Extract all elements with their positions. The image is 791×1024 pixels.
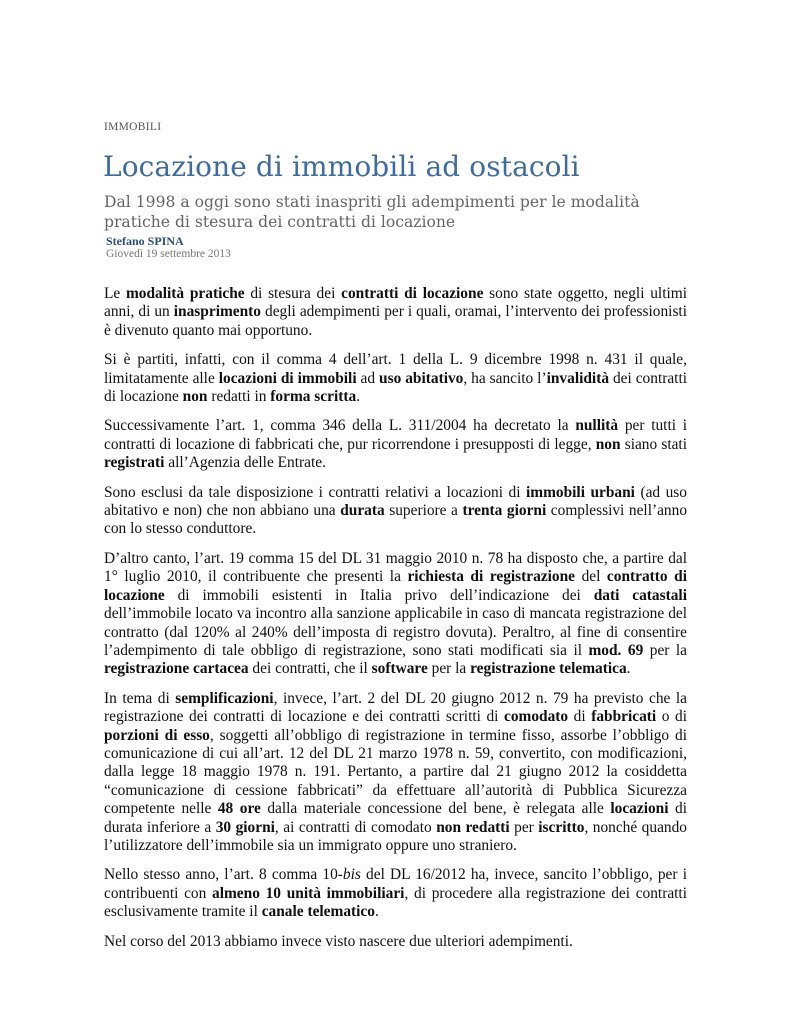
text-run: all’Agenzia delle Entrate. <box>164 454 326 472</box>
article-subtitle: Dal 1998 a oggi sono stati inaspriti gli adempimenti per le modalità pratiche di stesura dei contratti di locazione <box>104 193 640 231</box>
text-run: , ha sancito l’ <box>463 369 547 387</box>
paragraph <box>104 285 687 340</box>
bold-text: modalità pratiche <box>125 285 245 302</box>
text-run: Sono esclusi da tale disposizione i contratti relativi a locazioni di <box>104 483 526 501</box>
bold-text: locazioni di immobili <box>218 369 357 387</box>
bold-text: registrazione cartacea <box>104 660 249 678</box>
bold-text: 30 giorni <box>215 818 275 836</box>
text-run: dei contratti di locazione <box>104 369 688 406</box>
bold-text: durata <box>340 502 385 520</box>
publication-date: Giovedì 19 settembre 2013 <box>106 248 231 260</box>
section-label: IMMOBILI <box>104 121 162 133</box>
bold-text: comodato <box>504 708 569 726</box>
paragraph <box>104 484 687 539</box>
text-run: per la <box>427 660 471 678</box>
bold-text: trenta giorni <box>462 502 547 520</box>
text-run: di durata inferiore a <box>104 800 687 836</box>
bold-text: fabbricati <box>591 708 657 726</box>
text-run: , di procedere alla registrazione dei contratti esclusivamente tramite il <box>104 884 687 921</box>
text-run: o di <box>656 708 687 726</box>
bold-text: 48 ore <box>217 800 261 818</box>
bold-text: contratto di locazione <box>104 568 687 604</box>
text-run: superiore a <box>384 502 463 520</box>
text-run: di <box>568 708 592 726</box>
text-run: del DL 16/2012 ha, invece, sancito l’obbligo, per i contribuenti con <box>104 866 687 902</box>
text-run: sono state oggetto, negli ultimi anni, di un <box>104 285 687 321</box>
bold-text: registrazione telematica <box>470 660 627 678</box>
bold-text: non redatti <box>436 818 510 836</box>
bold-text: registrati <box>104 454 165 472</box>
bold-text: mod. 69 <box>588 641 644 659</box>
text-run: . <box>356 388 361 406</box>
text-run: redatti in <box>207 388 271 406</box>
bold-text: immobili urbani <box>525 483 635 501</box>
text-run: dalla materiale concessione del bene, è relegata alle <box>260 800 611 818</box>
paragraph <box>104 866 687 921</box>
text-run: dell’immobile locato va incontro alla sanzione applicabile in caso di mancata registrazione del contratto (dal 120% al 240% dell’imposta di registro dovuta). Peraltro, al fine di consentire l’adempimento di tale obbligo di registrazione, sono stati modificati sia il <box>104 605 687 659</box>
text-run: In tema di <box>104 689 176 707</box>
text-run: Si è partiti, infatti, con il comma 4 dell’art. 1 della L. 9 dicembre 1998 n. 431 il quale, limitatamente alle <box>104 351 687 387</box>
text-run: , ai contratti di comodato <box>274 818 437 836</box>
text-run: di stesura dei <box>244 285 342 302</box>
paragraph <box>104 417 687 472</box>
text-run: ad <box>356 369 380 387</box>
text-run: per tutti i contratti di locazione di fabbricati che, pur ricorrendone i presupposti di legge, <box>104 417 688 453</box>
text-run: Nel corso del 2013 abbiamo invece visto nascere due ulteriori adempimenti. <box>104 932 573 950</box>
paragraph <box>104 933 687 951</box>
bold-text: invalidità <box>546 369 610 387</box>
text-run: di immobili esistenti in Italia privo dell’indicazione dei <box>164 586 594 604</box>
bold-text: semplificazioni <box>175 689 274 707</box>
bold-text: porzioni di esso <box>104 726 210 744</box>
bold-text: contratti di locazione <box>341 285 484 302</box>
text-run: per <box>509 818 539 836</box>
text-run: Successivamente l’art. 1, comma 346 della L. 311/2004 ha decretato la <box>104 417 576 435</box>
bold-text: dati catastali <box>593 586 687 604</box>
bold-text: locazioni <box>610 800 669 818</box>
text-run: per la <box>643 641 687 659</box>
bold-text: canale telematico <box>261 903 375 921</box>
text-run: (ad uso abitativo e non) che non abbiano una <box>104 483 687 520</box>
text-run: dei contratti, che il <box>248 660 372 678</box>
paragraph <box>104 550 687 679</box>
paragraph <box>104 351 687 406</box>
text-run: Le <box>104 285 126 302</box>
text-run: complessivi nell’anno con lo stesso conduttore. <box>104 502 688 538</box>
text-run: Nello stesso anno, l’art. 8 comma 10- <box>104 866 343 884</box>
bold-text: iscritto <box>538 818 585 836</box>
italic-text: bis <box>342 866 361 884</box>
bold-text: non <box>182 388 208 406</box>
text-run: del <box>575 568 607 586</box>
text-run: , nonché quando l’utilizzatore dell’immobile sia un immigrato oppure uno straniero. <box>104 818 687 854</box>
text-run: . <box>374 903 379 921</box>
bold-text: forma scritta <box>270 388 357 406</box>
bold-text: uso abitativo <box>379 369 464 387</box>
bold-text: almeno 10 unità immobiliari <box>212 884 405 902</box>
text-run: , invece, l’art. 2 del DL 20 giugno 2012 n. 79 ha previsto che la registrazione dei contratti di locazione e dei contratti scritti di <box>104 689 687 726</box>
paragraph <box>104 690 687 856</box>
bold-text: nullità <box>575 417 619 435</box>
text-run: siano stati <box>620 435 687 453</box>
article-body <box>104 285 687 962</box>
text-run: degli adempimenti per i quali, oramai, l’intervento dei professionisti è divenuto quanto mai opportuno. <box>104 303 687 339</box>
bold-text: software <box>371 660 428 678</box>
author-name: Stefano SPINA <box>106 234 184 248</box>
article-title: Locazione di immobili ad ostacoli <box>103 150 580 183</box>
text-run: . <box>626 660 631 678</box>
text-run: D’altro canto, l’art. 19 comma 15 del DL 31 maggio 2010 n. 78 ha disposto che, a partire dal 1° luglio 2010, il contribuente che presenti la <box>104 549 687 586</box>
bold-text: richiesta di registrazione <box>407 568 576 586</box>
text-run: , soggetti all’obbligo di registrazione in termine fisso, assorbe l’obbligo di comunicazione di cui all’art. 12 del DL 21 marzo 1978 n. 59, convertito, con modificazioni, dalla legge 18 maggio 1978 n. 191. Pertanto, a partire dal 21 giugno 2012 la cosiddetta “comunicazione di cessione fabbricati” da effettuare all’autorità di Pubblica Sicurezza competente nelle <box>104 726 687 818</box>
bold-text: non <box>595 435 621 453</box>
bold-text: inasprimento <box>173 303 261 321</box>
